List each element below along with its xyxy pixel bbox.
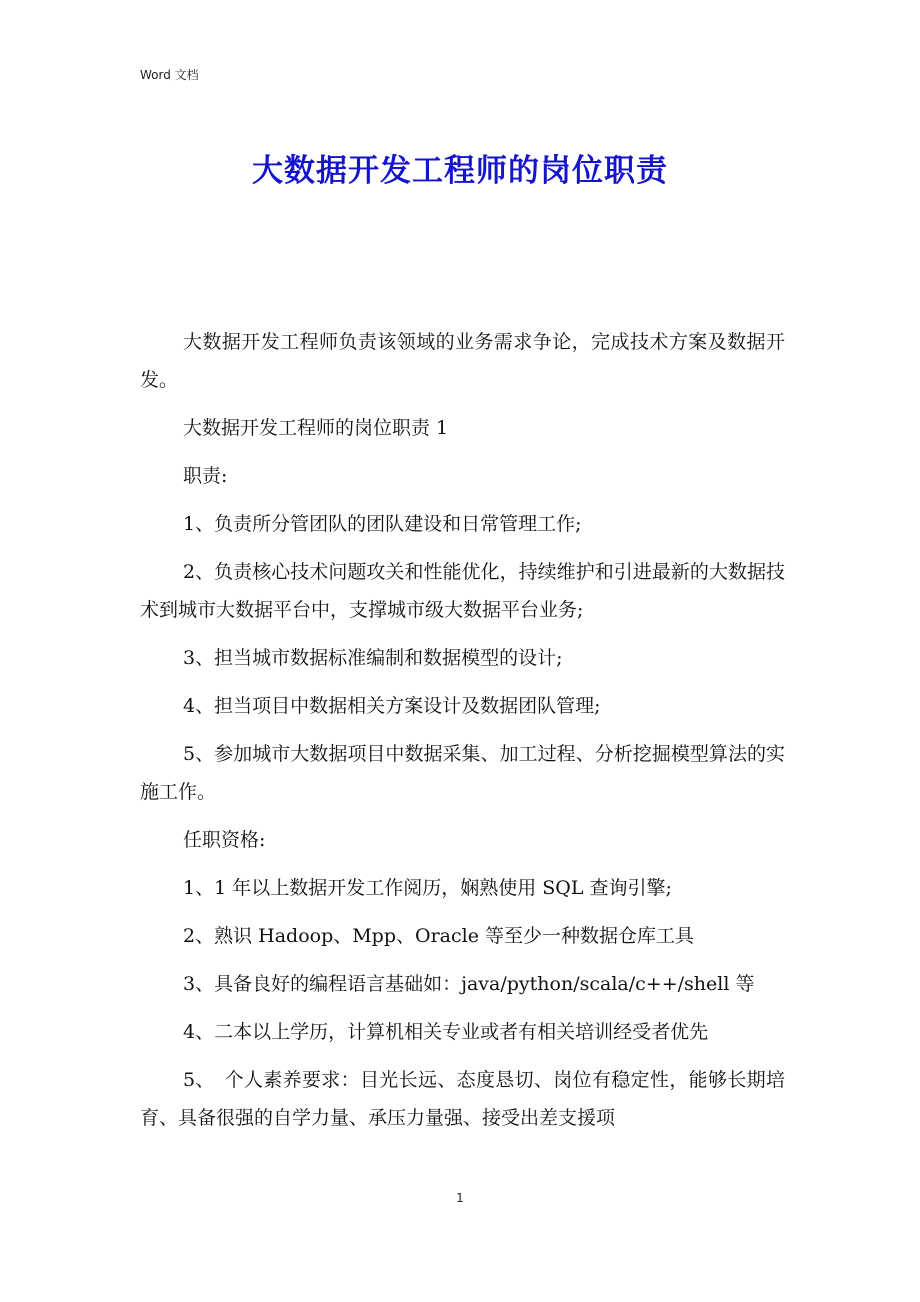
document-body <box>140 323 785 1147</box>
paragraph-duty-1: 1、负责所分管团队的团队建设和日常管理工作; <box>183 513 582 535</box>
page-number: 1 <box>456 1191 464 1205</box>
paragraph-intro: 大数据开发工程师负责该领域的业务需求争论，完成技术方案及数据开发。 <box>140 331 785 391</box>
paragraph-duty-4: 4、担当项目中数据相关方案设计及数据团队管理; <box>183 695 601 717</box>
paragraph-qualification-3: 3、具备良好的编程语言基础如：java/python/scala/c++/shell 等 <box>183 973 755 995</box>
paragraph-qualification-5: 5、 个人素养要求：目光长远、态度恳切、岗位有稳定性，能够长期培育、具备很强的自学力量、承压力量强、接受出差支援项 <box>140 1069 785 1129</box>
document-title: 大数据开发工程师的岗位职责 <box>252 153 668 189</box>
paragraph-qualification-1: 1、1 年以上数据开发工作阅历，娴熟使用 SQL 查询引擎; <box>183 877 672 899</box>
paragraph-duty-5: 5、参加城市大数据项目中数据采集、加工过程、分析挖掘模型算法的实施工作。 <box>140 743 785 803</box>
paragraph-qualification-4: 4、二本以上学历，计算机相关专业或者有相关培训经受者优先 <box>183 1021 709 1043</box>
paragraph-duties-label: 职责: <box>183 465 228 487</box>
paragraph-qualifications-label: 任职资格: <box>183 829 266 851</box>
paragraph-section-heading: 大数据开发工程师的岗位职责 1 <box>183 417 449 439</box>
paragraph-duty-3: 3、担当城市数据标准编制和数据模型的设计; <box>183 647 563 669</box>
paragraph-qualification-2: 2、熟识 Hadoop、Mpp、Oracle 等至少一种数据仓库工具 <box>183 925 694 947</box>
document-header-label: Word 文档 <box>140 68 199 82</box>
paragraph-duty-2: 2、负责核心技术问题攻关和性能优化，持续维护和引进最新的大数据技术到城市大数据平台中，支撑城市级大数据平台业务; <box>140 561 785 621</box>
